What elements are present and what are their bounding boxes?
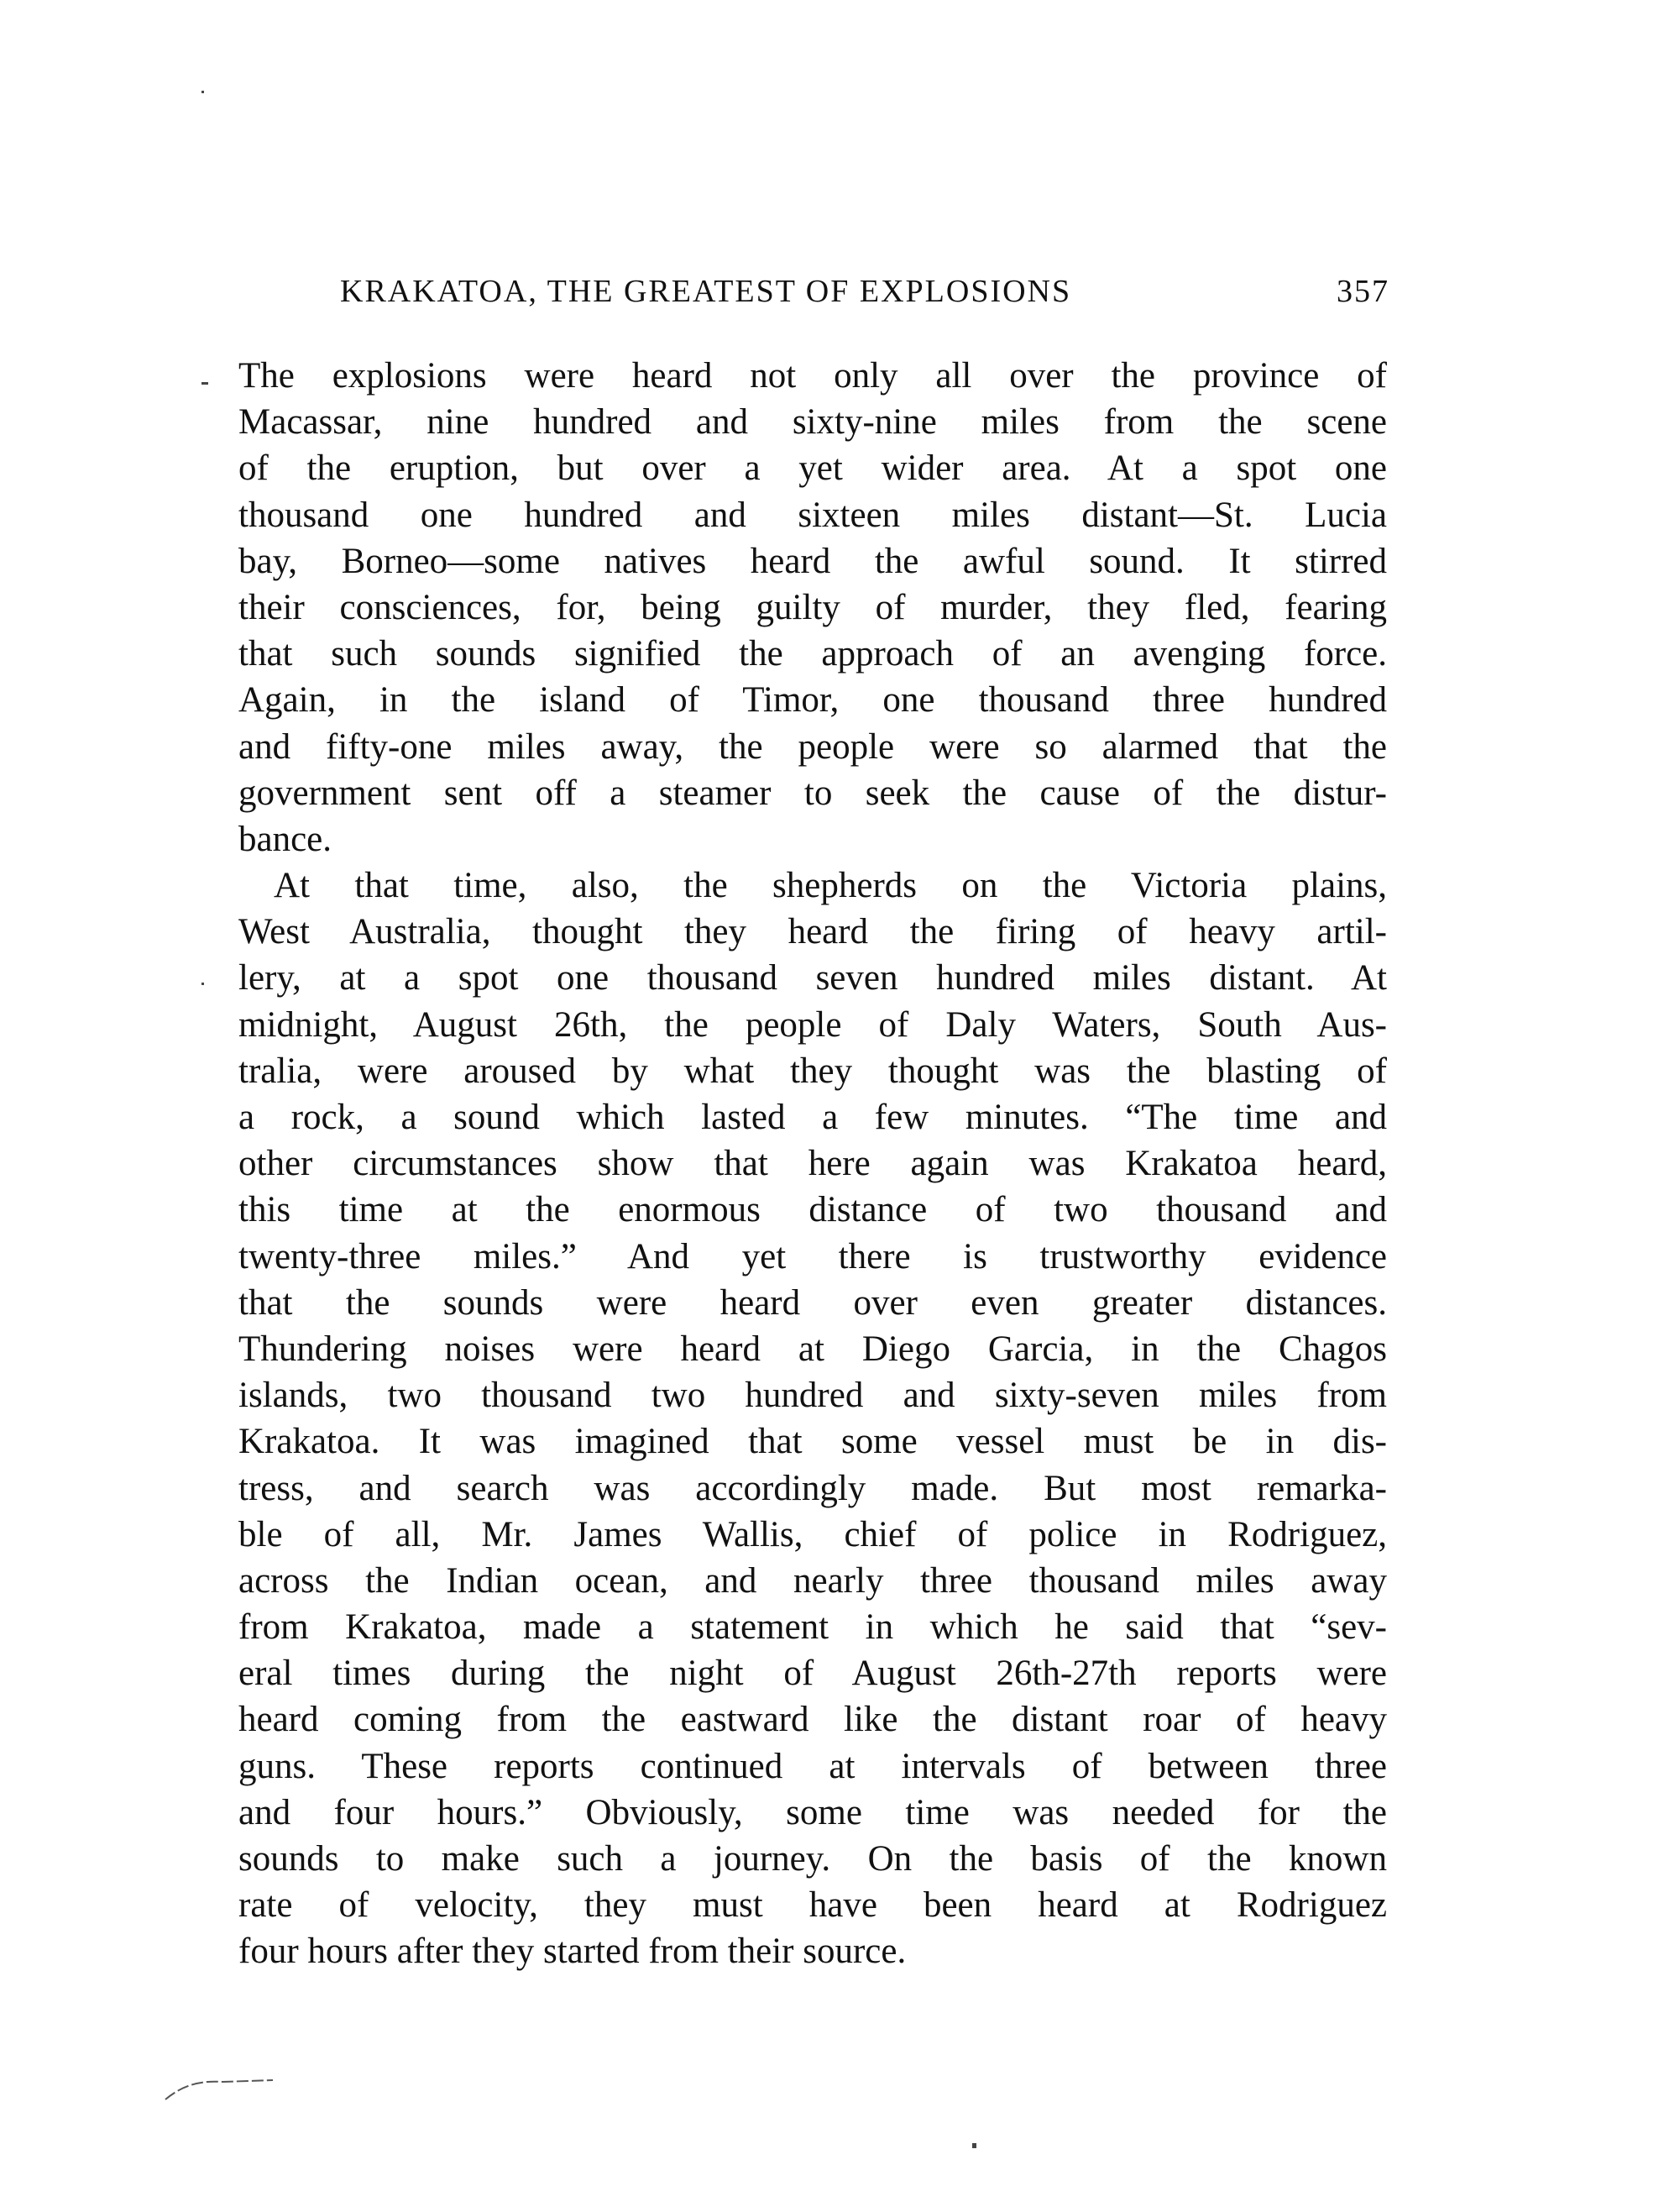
text-line: eral times during the night of August 26th-27th reports were <box>238 1654 1387 1694</box>
text-line: At that time, also, the shepherds on the Victoria plains, <box>274 866 1387 906</box>
text-line: midnight, August 26th, the people of Daly Waters, South Aus- <box>238 1004 1387 1045</box>
text-line: thousand one hundred and sixteen miles distant—St. Lucia <box>238 495 1387 535</box>
text-line: lery, at a spot one thousand seven hundred miles distant. At <box>238 958 1387 999</box>
text-line: and fifty-one miles away, the people were so alarmed that the <box>238 726 1387 767</box>
text-line: twenty-three miles.” And yet there is trustworthy evidence <box>238 1236 1387 1276</box>
text-line: The explosions were heard not only all over the province of <box>238 356 1387 396</box>
text-line: that the sounds were heard over even greater distances. <box>238 1282 1387 1323</box>
running-title: KRAKATOA, THE GREATEST OF EXPLOSIONS <box>340 274 1072 309</box>
running-header <box>340 273 1389 310</box>
text-line: of the eruption, but over a yet wider area. At a spot one <box>238 448 1387 489</box>
text-line: Again, in the island of Timor, one thousand three hundred <box>238 680 1387 721</box>
scan-speck <box>972 2143 976 2148</box>
text-line: their consciences, for, being guilty of murder, they fled, fearing <box>238 587 1387 627</box>
text-line: tress, and search was accordingly made. But most remarka- <box>238 1468 1387 1508</box>
text-line: that such sounds signified the approach of an avenging force. <box>238 634 1387 674</box>
text-line: tralia, were aroused by what they thought was the blasting of <box>238 1051 1387 1091</box>
text-line: heard coming from the eastward like the distant roar of heavy <box>238 1700 1387 1740</box>
scan-smudge <box>164 2070 281 2104</box>
text-line: Thundering noises were heard at Diego Garcia, in the Chagos <box>238 1329 1387 1369</box>
text-line: rate of velocity, they must have been heard at Rodriguez <box>238 1885 1387 1926</box>
text-line: government sent off a steamer to seek the cause of the distur- <box>238 773 1387 813</box>
text-line: Krakatoa. It was imagined that some vessel must be in dis- <box>238 1422 1387 1462</box>
text-line: bance. <box>238 819 332 859</box>
text-line: and four hours.” Obviously, some time was needed for the <box>238 1792 1387 1832</box>
scan-speck <box>201 983 204 985</box>
page-body <box>238 353 1387 1975</box>
text-line: across the Indian ocean, and nearly three thousand miles away <box>238 1560 1387 1601</box>
text-line: a rock, a sound which lasted a few minutes. “The time and <box>238 1098 1387 1137</box>
text-line: other circumstances show that here again was Krakatoa heard, <box>238 1144 1387 1184</box>
scan-speck <box>201 91 204 93</box>
text-line: Macassar, nine hundred and sixty-nine miles from the scene <box>238 402 1387 443</box>
text-line: four hours after they started from their source. <box>238 1932 907 1972</box>
text-line: from Krakatoa, made a statement in which he said that “sev- <box>238 1607 1387 1648</box>
text-line: ble of all, Mr. James Wallis, chief of police in Rodriguez, <box>238 1514 1387 1554</box>
text-line: this time at the enormous distance of two thousand and <box>238 1190 1387 1230</box>
text-line: sounds to make such a journey. On the basis of the known <box>238 1839 1387 1879</box>
text-line: West Australia, thought they heard the firing of heavy artil- <box>238 912 1387 952</box>
text-line: bay, Borneo—some natives heard the awful sound. It stirred <box>238 541 1387 581</box>
scan-speck <box>201 382 208 385</box>
text-line: guns. These reports continued at intervals of between three <box>238 1746 1387 1786</box>
page-number: 357 <box>1337 274 1389 309</box>
text-line: islands, two thousand two hundred and sixty-seven miles from <box>238 1376 1387 1416</box>
